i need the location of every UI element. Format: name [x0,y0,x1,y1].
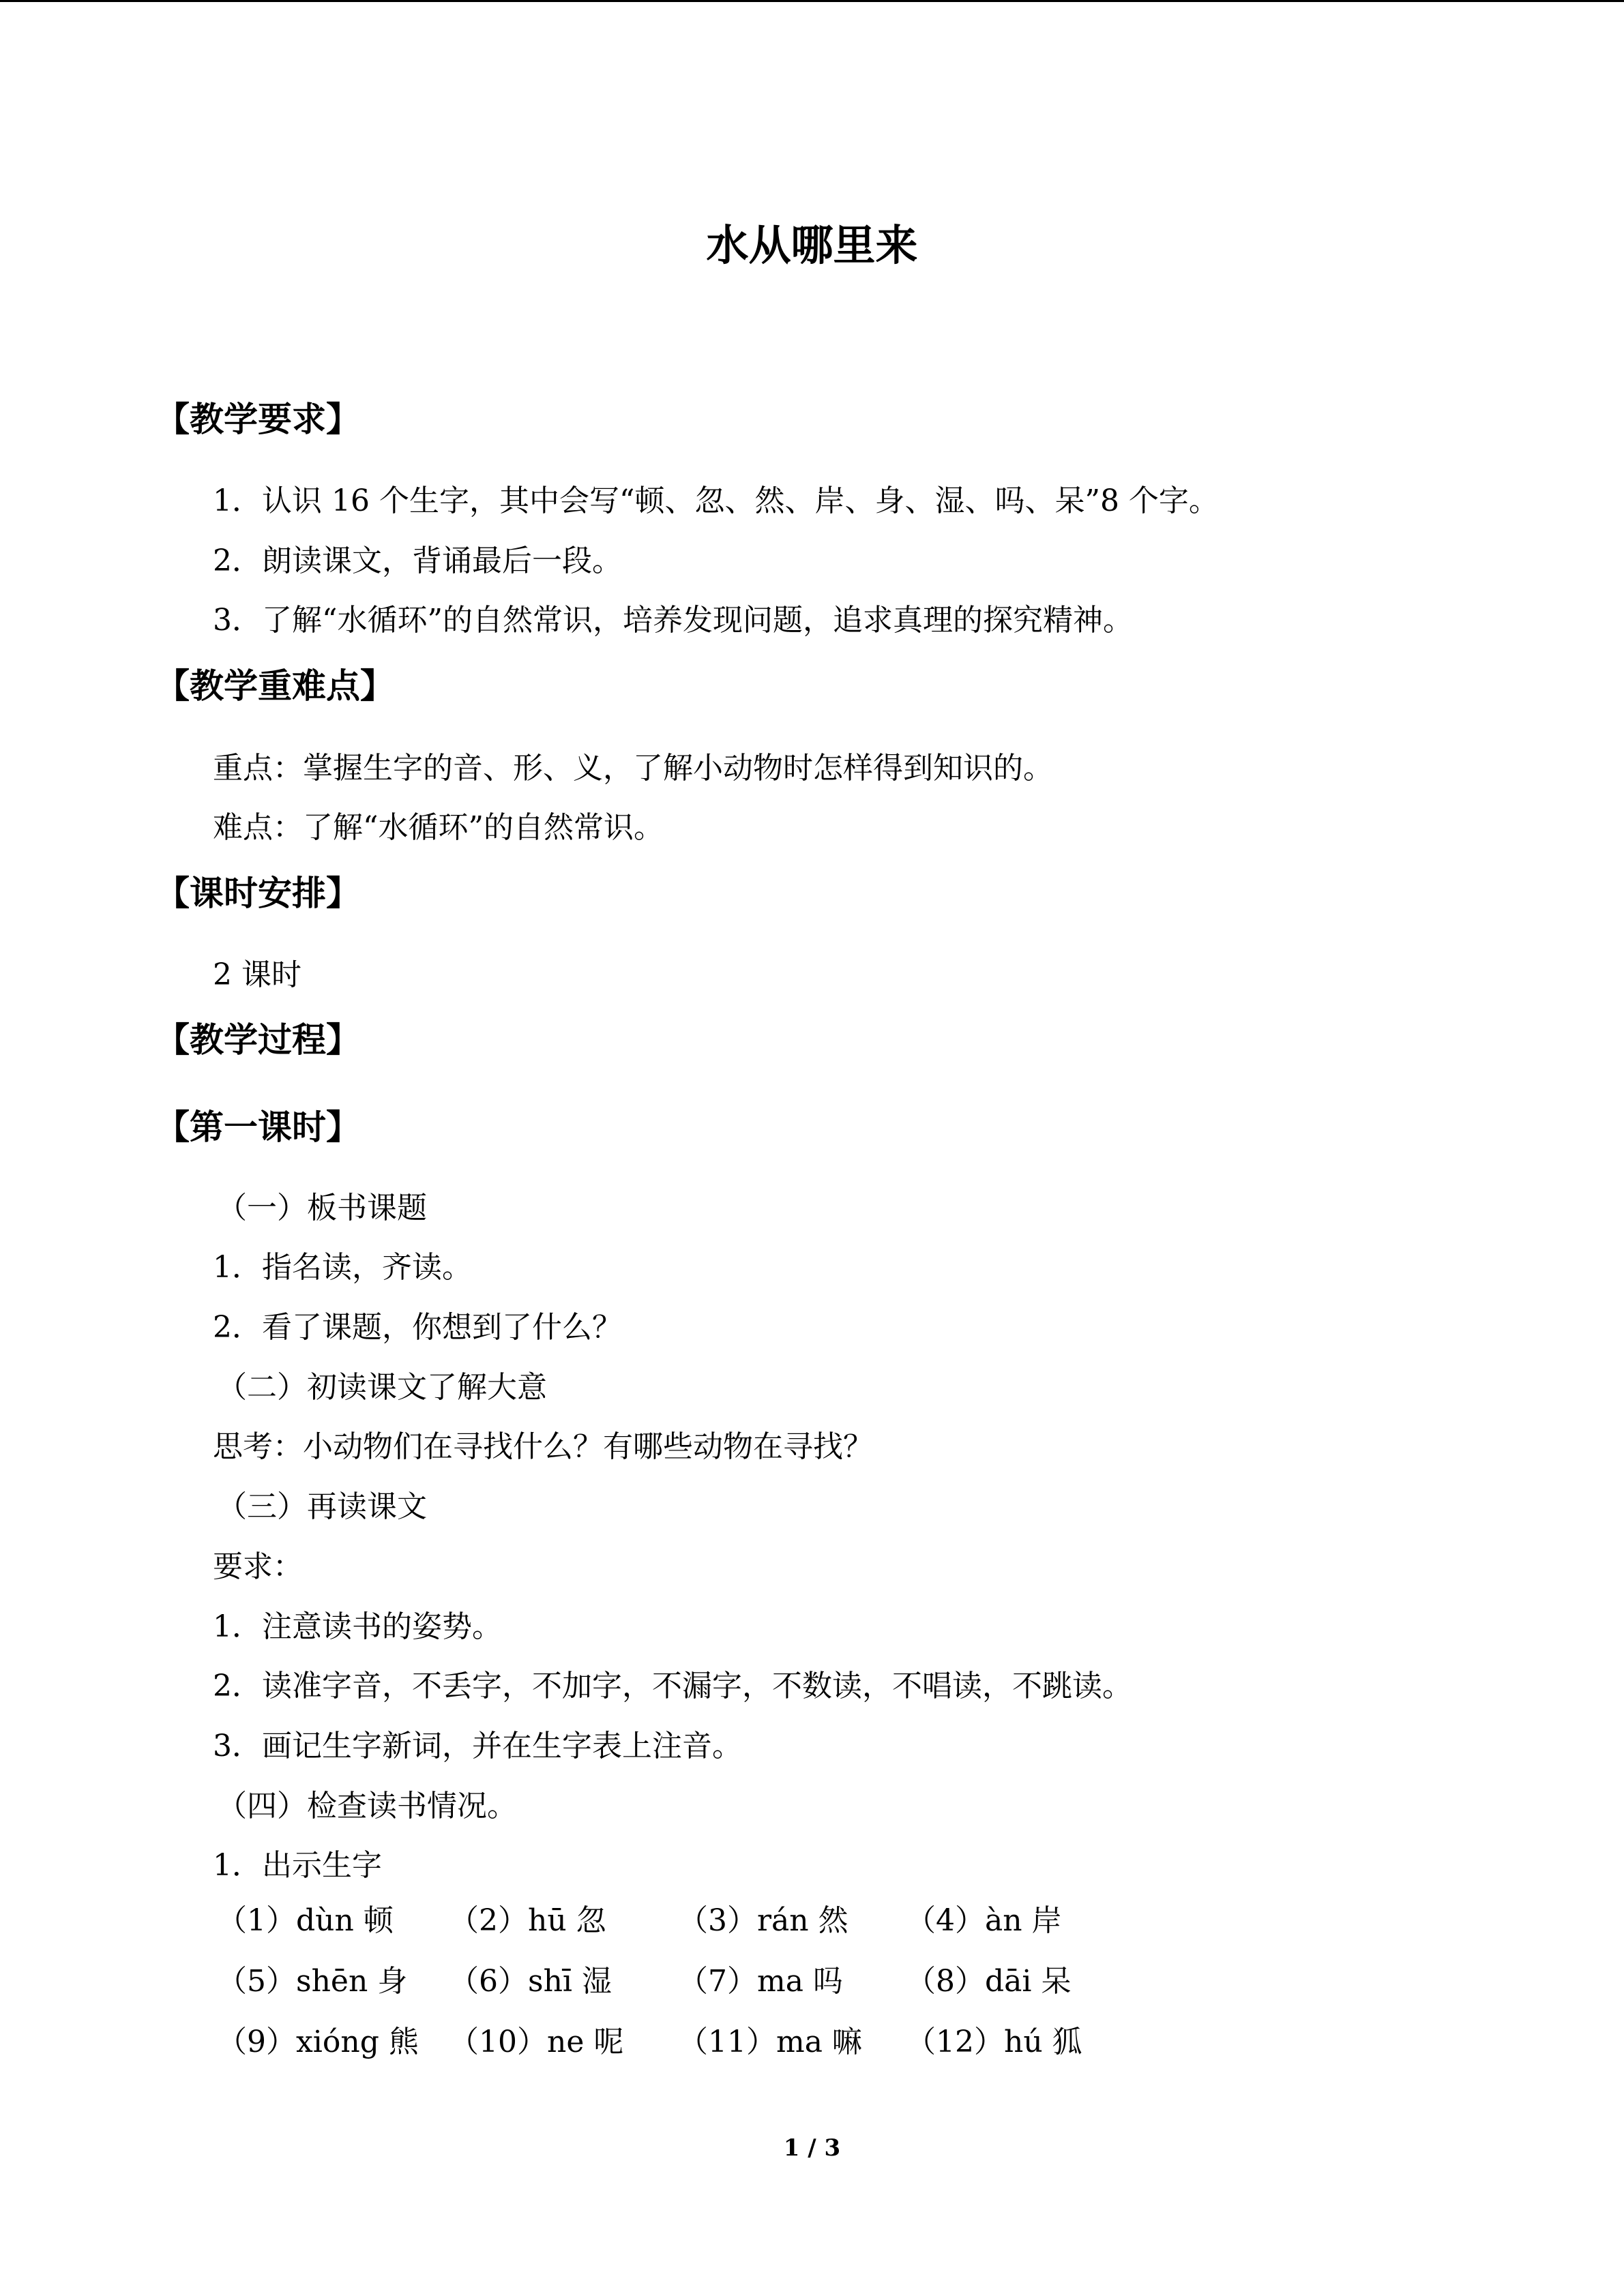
heading-lesson-one: 【第一课时】 [156,1107,360,1147]
character-item: （7）ma 吗 [678,1964,843,1999]
character-item: （5）shēn 身 [217,1964,408,1999]
lesson-line-6: （三）再读课文 [217,1489,427,1524]
character-item: （10）ne 呢 [449,2025,624,2059]
lesson-line-3: 2．看了课题，你想到了什么？ [213,1310,622,1345]
lesson-line-7: 要求： [213,1549,303,1584]
character-item: （4）àn 岸 [906,1903,1062,1938]
character-item: （11）ma 嘛 [678,2025,862,2059]
schedule-text: 2 课时 [213,957,301,992]
character-item: （3）rán 然 [678,1903,848,1938]
requirement-item-1: 1．认识 16 个生字，其中会写“顿、忽、然、岸、身、湿、吗、呆”8 个字。 [213,483,1219,518]
character-item: （9）xióng 熊 [217,2025,419,2059]
lesson-line-4: （二）初读课文了解大意 [217,1370,547,1405]
lesson-line-12: 1．出示生字 [213,1848,382,1883]
lesson-line-10: 3．画记生字新词，并在生字表上注音。 [213,1729,742,1763]
requirement-item-3: 3．了解“水循环”的自然常识，培养发现问题，追求真理的探究精神。 [213,603,1133,638]
heading-schedule: 【课时安排】 [156,874,360,913]
heading-process: 【教学过程】 [156,1020,360,1060]
lesson-line-1: （一）板书课题 [217,1191,427,1225]
character-item: （12）hú 狐 [906,2025,1082,2059]
character-item: （2）hū 忽 [449,1903,606,1938]
page-number: 1 / 3 [783,2134,841,2162]
lesson-line-8: 1．注意读书的姿势。 [213,1609,502,1644]
lesson-line-5: 思考：小动物们在寻找什么？有哪些动物在寻找？ [213,1429,873,1464]
requirement-item-2: 2．朗读课文，背诵最后一段。 [213,543,622,578]
lesson-line-2: 1．指名读，齐读。 [213,1250,472,1285]
heading-key-points: 【教学重难点】 [156,666,394,706]
document-title: 水从哪里来 [706,220,918,270]
heading-requirements: 【教学要求】 [156,400,360,439]
key-point-item-1: 重点：掌握生字的音、形、义，了解小动物时怎样得到知识的。 [213,751,1053,786]
character-item: （6）shī 湿 [449,1964,612,1999]
character-item: （1）dùn 顿 [217,1903,394,1938]
key-point-item-2: 难点：了解“水循环”的自然常识。 [213,810,664,845]
lesson-line-9: 2．读准字音，不丢字，不加字，不漏字，不数读，不唱读，不跳读。 [213,1669,1132,1703]
character-item: （8）dāi 呆 [906,1964,1072,1999]
lesson-line-11: （四）检查读书情况。 [217,1789,517,1823]
